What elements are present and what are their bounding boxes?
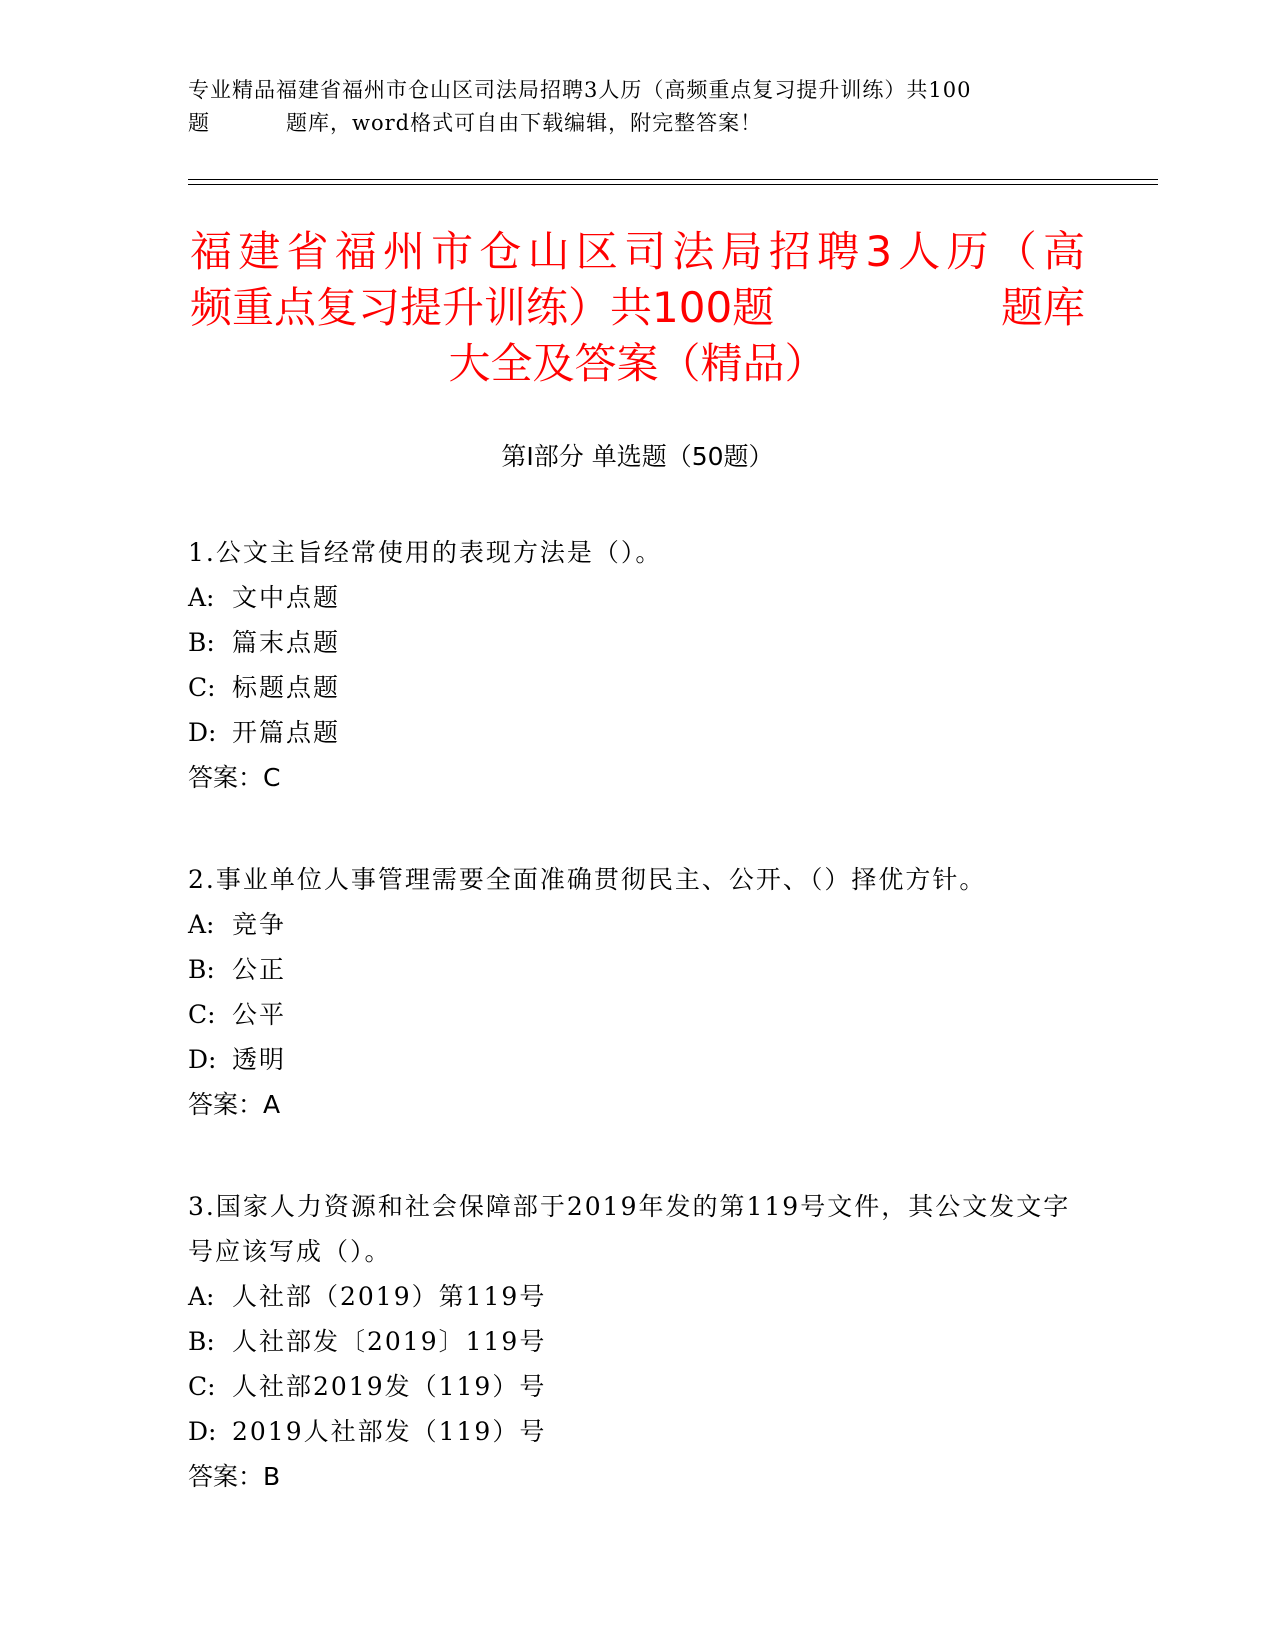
option-a	[188, 575, 1078, 620]
option-label: D:	[188, 718, 217, 747]
option-text: 篇末点题	[232, 628, 341, 657]
document-title-line2	[190, 280, 1085, 336]
header-note-line1: 专业精品福建省福州市仓山区司法局招聘3人历（高频重点复习提升训练）共100	[188, 78, 972, 102]
option-c	[188, 992, 1078, 1037]
question-stem: 1.公文主旨经常使用的表现方法是（）。	[188, 538, 663, 567]
option-label: B:	[188, 955, 215, 984]
option-text: 人社部发〔2019〕119号	[232, 1327, 547, 1356]
question-list	[188, 530, 1078, 1556]
option-b	[188, 620, 1078, 665]
option-c	[188, 665, 1078, 710]
option-text: 人社部（2019）第119号	[232, 1282, 547, 1311]
option-label: B:	[188, 628, 215, 657]
option-text: 开篇点题	[232, 718, 341, 747]
option-text: 标题点题	[232, 673, 341, 702]
question-item	[188, 530, 1078, 800]
option-label: A:	[188, 910, 215, 939]
option-c	[188, 1364, 1078, 1409]
option-a	[188, 902, 1078, 947]
header-note-line2-start: 题	[188, 111, 210, 135]
answer-line: 答案：A	[188, 1090, 281, 1119]
option-text: 文中点题	[232, 583, 341, 612]
option-label: A:	[188, 1282, 215, 1311]
option-label: C:	[188, 1000, 216, 1029]
question-item	[188, 1184, 1078, 1499]
option-text: 人社部2019发（119）号	[232, 1372, 547, 1401]
option-label: C:	[188, 1372, 216, 1401]
option-text: 公平	[232, 1000, 287, 1029]
option-label: C:	[188, 673, 216, 702]
option-label: A:	[188, 583, 215, 612]
header-note-line2	[188, 107, 1088, 140]
section-title: 第Ⅰ部分 单选题（50题）	[501, 442, 774, 471]
document-title-line2-end: 题库	[1000, 283, 1085, 332]
question-stem: 2.事业单位人事管理需要全面准确贯彻民主、公开、（）择优方针。	[188, 865, 987, 894]
answer-line: 答案：C	[188, 763, 281, 792]
option-text: 透明	[232, 1045, 287, 1074]
option-text: 竞争	[232, 910, 287, 939]
header-rule-bottom	[188, 184, 1158, 185]
document-title-line2-start: 频重点复习提升训练）共100题	[190, 283, 775, 332]
option-b	[188, 947, 1078, 992]
document-title-line3: 大全及答案（精品）	[448, 339, 827, 388]
header-note	[188, 74, 1088, 140]
header-rule-top	[188, 179, 1158, 180]
document-title	[190, 224, 1085, 392]
option-d	[188, 1037, 1078, 1082]
answer-line: 答案：B	[188, 1462, 281, 1491]
option-label: D:	[188, 1417, 217, 1446]
header-note-line2-end: 题库，word格式可自由下载编辑，附完整答案！	[286, 111, 763, 135]
document-title-line1: 福建省福州市仓山区司法局招聘3人历（高	[190, 227, 1085, 276]
option-a	[188, 1274, 1078, 1319]
option-text: 公正	[232, 955, 287, 984]
option-label: D:	[188, 1045, 217, 1074]
question-stem: 3.国家人力资源和社会保障部于2019年发的第119号文件，其公文发文字号应该写成（）。	[188, 1192, 1071, 1266]
option-label: B:	[188, 1327, 215, 1356]
option-text: 2019人社部发（119）号	[232, 1417, 547, 1446]
option-d	[188, 710, 1078, 755]
question-item	[188, 857, 1078, 1127]
option-b	[188, 1319, 1078, 1364]
option-d	[188, 1409, 1078, 1454]
